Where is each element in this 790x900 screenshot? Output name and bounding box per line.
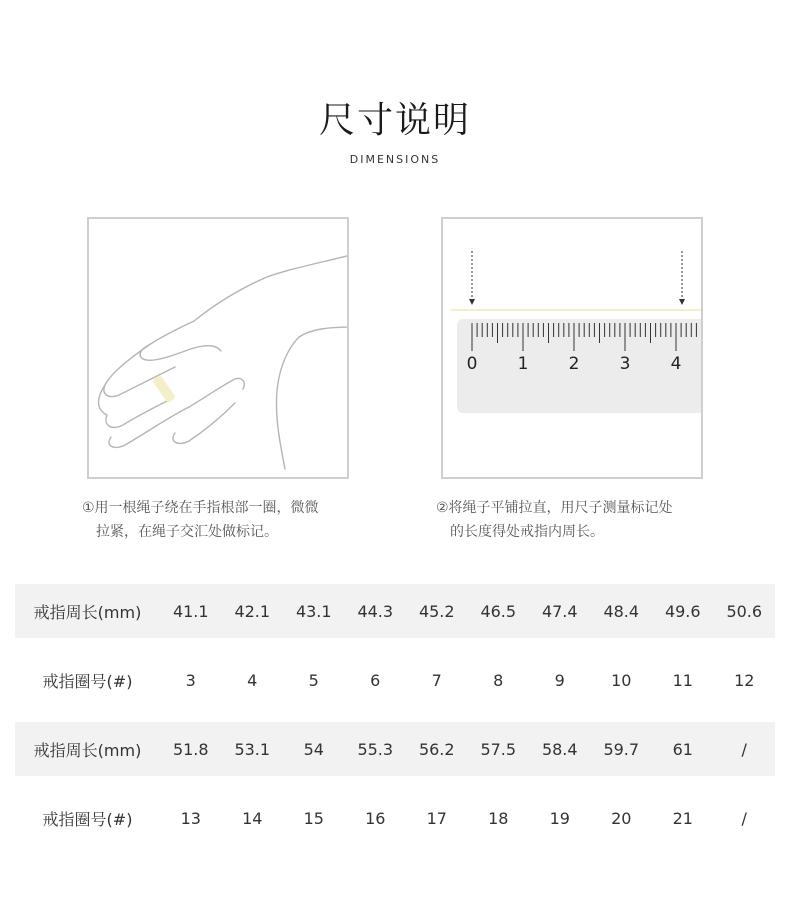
ruler-number: 0 bbox=[466, 354, 478, 374]
table-cell: 5 bbox=[308, 670, 319, 690]
table-cell: 20 bbox=[611, 808, 632, 828]
table-cell: 58.4 bbox=[541, 739, 578, 759]
table-cell: 19 bbox=[549, 808, 570, 828]
table-cell: 15 bbox=[303, 808, 324, 828]
table-row bbox=[15, 653, 775, 707]
table-cell: 3 bbox=[185, 670, 196, 690]
row-label: 戒指周长(mm) bbox=[33, 740, 142, 760]
row-label: 戒指圈号(#) bbox=[42, 809, 133, 829]
table-cell: 53.1 bbox=[234, 739, 271, 759]
table-cell: 11 bbox=[672, 670, 693, 690]
row-label: 戒指周长(mm) bbox=[33, 602, 142, 622]
table-cell: 51.8 bbox=[172, 739, 209, 759]
arrow-head-start bbox=[469, 299, 475, 305]
step-2-line-2: 的长度得处戒指内周长。 bbox=[450, 524, 604, 540]
step-1-line-2: 拉紧，在绳子交汇处做标记。 bbox=[96, 524, 278, 540]
table-cell: 50.6 bbox=[726, 601, 763, 621]
table-cell: 7 bbox=[431, 670, 442, 690]
ruler-number: 4 bbox=[670, 354, 682, 374]
page-subtitle: DIMENSIONS bbox=[349, 153, 441, 166]
row-label: 戒指圈号(#) bbox=[42, 671, 133, 691]
table-cell: 21 bbox=[672, 808, 693, 828]
step-1-instruction bbox=[82, 496, 367, 544]
ruler-illustration bbox=[443, 219, 703, 479]
table-cell: 12 bbox=[734, 670, 755, 690]
hand-with-string-illustration bbox=[89, 219, 349, 479]
table-cell: 14 bbox=[242, 808, 263, 828]
table-cell: 47.4 bbox=[541, 601, 578, 621]
table-cell: 41.1 bbox=[172, 601, 209, 621]
table-cell: 46.5 bbox=[480, 601, 517, 621]
table-cell: 17 bbox=[426, 808, 447, 828]
table-cell: 56.2 bbox=[418, 739, 455, 759]
table-cell: 18 bbox=[488, 808, 509, 828]
table-row bbox=[15, 584, 775, 638]
table-cell: 44.3 bbox=[357, 601, 394, 621]
arrow-head-end bbox=[679, 299, 685, 305]
table-row bbox=[15, 722, 775, 776]
table-cell: 42.1 bbox=[234, 601, 271, 621]
string-mark bbox=[152, 375, 176, 404]
table-cell: 49.6 bbox=[664, 601, 701, 621]
ruler-illustration-panel bbox=[441, 217, 703, 479]
table-cell: 16 bbox=[365, 808, 386, 828]
step-2-instruction bbox=[436, 496, 721, 544]
table-cell: 4 bbox=[247, 670, 258, 690]
ring-size-table bbox=[15, 584, 775, 860]
table-cell: 57.5 bbox=[480, 739, 517, 759]
table-cell: 54 bbox=[303, 739, 324, 759]
table-cell: 8 bbox=[493, 670, 504, 690]
hand-illustration-panel bbox=[87, 217, 349, 479]
table-cell: 48.4 bbox=[603, 601, 640, 621]
table-cell: 43.1 bbox=[295, 601, 332, 621]
table-cell: 6 bbox=[370, 670, 381, 690]
table-cell: 45.2 bbox=[418, 601, 455, 621]
table-cell: 13 bbox=[180, 808, 201, 828]
table-row bbox=[15, 791, 775, 845]
table-cell: 61 bbox=[672, 739, 693, 759]
table-cell: 9 bbox=[554, 670, 565, 690]
ruler-number: 3 bbox=[619, 354, 631, 374]
table-cell: 10 bbox=[611, 670, 632, 690]
table-cell: 55.3 bbox=[357, 739, 394, 759]
ruler-number: 1 bbox=[517, 354, 529, 374]
table-cell: / bbox=[741, 739, 747, 759]
step-2-line-1: ②将绳子平铺拉直，用尺子测量标记处 bbox=[436, 500, 673, 516]
table-cell: 59.7 bbox=[603, 739, 640, 759]
ruler-number: 2 bbox=[568, 354, 580, 374]
page-title: 尺寸说明 bbox=[318, 100, 471, 141]
table-cell: / bbox=[741, 808, 747, 828]
step-1-line-1: ①用一根绳子绕在手指根部一圈，微微 bbox=[82, 500, 319, 516]
